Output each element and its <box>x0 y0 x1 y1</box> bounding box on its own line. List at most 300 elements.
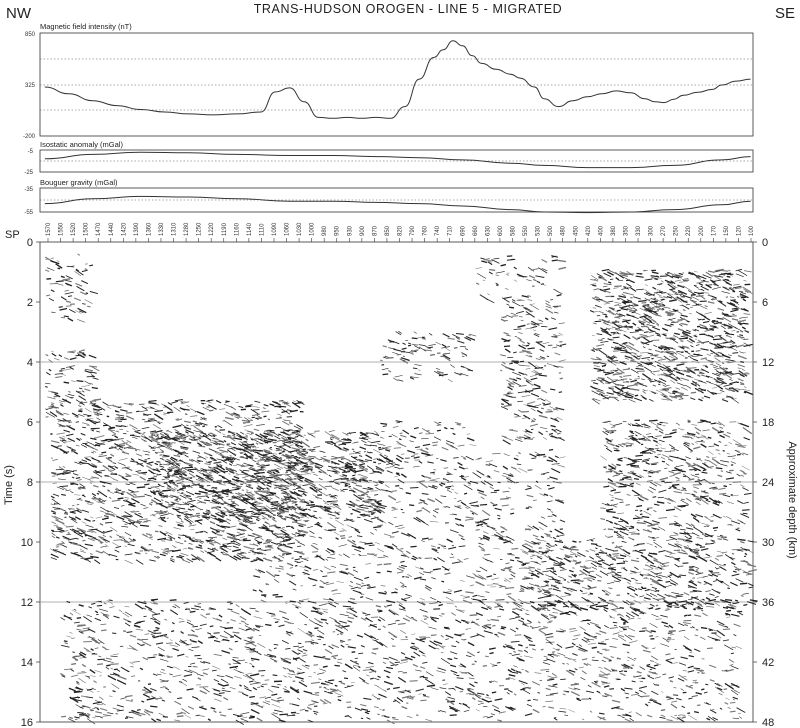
reflector-segment <box>279 406 286 407</box>
reflector-segment <box>115 489 117 490</box>
reflector-segment <box>647 508 652 509</box>
reflector-segment <box>680 305 682 306</box>
reflector-segment <box>725 600 732 601</box>
reflector-segment <box>671 322 678 323</box>
sp-tick-label: 1420 <box>121 222 128 236</box>
reflector-segment <box>208 462 211 463</box>
reflector-segment <box>672 430 676 431</box>
reflector-segment <box>241 457 244 458</box>
reflector-segment <box>655 279 658 280</box>
sp-tick-label: 1310 <box>171 222 178 236</box>
reflector-segment <box>139 404 145 405</box>
reflector-segment <box>695 384 699 385</box>
reflector-segment <box>643 470 647 471</box>
magnetic-ytick-bottom: -200 <box>22 134 35 140</box>
reflector-segment <box>53 513 56 514</box>
reflector-segment <box>264 416 267 417</box>
reflector-segment <box>649 349 652 350</box>
bouguer-ytick-bottom: -55 <box>24 210 33 216</box>
isostatic-ytick-top: -5 <box>27 149 33 155</box>
reflector-segment <box>295 504 297 505</box>
reflector-segment <box>50 283 58 284</box>
reflector-segment <box>276 448 280 449</box>
reflector-segment <box>508 384 514 385</box>
reflector-segment <box>616 330 620 331</box>
reflector-segment <box>245 406 251 407</box>
sp-tick-label: 630 <box>485 225 492 236</box>
reflector-segment <box>193 559 197 560</box>
sp-tick-label: 930 <box>347 225 354 236</box>
sp-tick-label: 850 <box>384 225 391 236</box>
reflector-segment <box>737 332 739 333</box>
isostatic-panel-title: Isostatic anomaly (mGal) <box>40 140 123 149</box>
bouguer-panel <box>24 178 753 216</box>
reflector-segment <box>713 339 722 340</box>
sp-tick-label: 150 <box>723 225 730 236</box>
reflector-segment <box>574 575 577 576</box>
reflector-segment <box>535 374 542 375</box>
reflector-segment <box>266 431 269 432</box>
reflector-segment <box>531 429 533 430</box>
sp-tick-label: 100 <box>749 225 755 236</box>
reflector-segment <box>146 534 150 535</box>
reflector-segment <box>620 502 624 503</box>
reflector-segment <box>226 401 230 402</box>
reflector-segment <box>71 451 74 452</box>
sp-tick-label: 270 <box>661 225 668 236</box>
reflector-segment <box>300 411 304 412</box>
reflector-segment <box>232 497 237 498</box>
reflector-segment <box>378 557 386 558</box>
reflector-segment <box>378 448 381 449</box>
reflector-segment <box>284 518 286 519</box>
reflector-segment <box>365 515 370 516</box>
reflector-segment <box>572 541 576 542</box>
reflector-segment <box>631 533 640 534</box>
reflector-segment <box>627 593 629 594</box>
reflector-segment <box>626 505 630 506</box>
reflector-segment <box>599 553 607 554</box>
reflector-segment <box>118 407 121 408</box>
reflector-segment <box>651 358 653 359</box>
reflector-segment <box>176 557 182 558</box>
reflector-segment <box>617 299 619 300</box>
sp-tick-label: 480 <box>560 225 567 236</box>
reflector-segment <box>51 473 56 474</box>
reflector-segment <box>150 420 155 421</box>
reflector-segment <box>629 431 633 432</box>
reflector-segment <box>681 362 688 363</box>
reflector-segment <box>631 603 633 604</box>
reflector-segment <box>690 592 697 593</box>
reflector-segment <box>197 461 200 462</box>
reflector-segment <box>739 335 743 336</box>
sp-tick-label: 980 <box>322 225 329 236</box>
reflector-segment <box>610 279 613 280</box>
sp-tick-label: 500 <box>548 225 555 236</box>
reflector-segment <box>590 593 593 594</box>
magnetic-series-line <box>45 41 751 119</box>
direction-nw: NW <box>6 5 31 22</box>
sp-tick-label: 1390 <box>133 222 140 236</box>
reflector-segment <box>698 293 704 294</box>
reflector-segment <box>192 510 194 511</box>
reflector-segment <box>656 445 658 446</box>
reflector-segment <box>668 488 671 489</box>
reflector-segment <box>744 473 747 474</box>
reflector-segment <box>651 340 659 341</box>
reflector-segment <box>150 537 153 538</box>
reflector-segment <box>549 589 552 590</box>
reflector-segment <box>200 419 205 420</box>
reflector-segment <box>739 292 743 293</box>
sp-tick-label: 950 <box>334 225 341 236</box>
reflector-segment <box>144 484 149 485</box>
reflector-segment <box>252 549 254 550</box>
reflector-segment <box>703 470 707 471</box>
reflector-segment <box>688 466 694 467</box>
reflector-segment <box>246 516 251 517</box>
reflector-segment <box>509 307 514 308</box>
reflector-segment <box>603 486 609 487</box>
reflector-segment <box>743 605 747 606</box>
reflector-segment <box>606 595 610 596</box>
reflector-segment <box>675 607 680 608</box>
reflector-segment <box>275 427 281 428</box>
sp-tick-label: 580 <box>510 225 517 236</box>
reflector-segment <box>95 445 100 446</box>
reflector-segment <box>56 547 59 548</box>
reflector-segment <box>168 470 173 471</box>
reflector-segment <box>298 402 302 403</box>
reflector-segment <box>148 403 156 404</box>
sp-tick-label: 1060 <box>284 222 291 236</box>
reflector-segment <box>58 268 61 269</box>
sp-tick-label: 1280 <box>184 222 191 236</box>
reflector-segment <box>531 421 535 422</box>
reflector-segment <box>691 295 696 296</box>
reflector-segment <box>550 300 553 301</box>
reflector-segment <box>614 450 619 451</box>
sp-tick-label: 1140 <box>246 223 253 236</box>
magnetic-frame <box>40 33 753 136</box>
reflector-segment <box>422 337 425 338</box>
sp-tick-label: 690 <box>460 225 467 236</box>
reflector-segment <box>225 402 228 403</box>
direction-se: SE <box>774 5 795 22</box>
reflector-segment <box>740 362 744 363</box>
reflector-segment <box>683 476 686 477</box>
reflector-segment <box>714 356 720 357</box>
reflector-segment <box>526 345 529 346</box>
reflector-segment <box>706 526 708 527</box>
reflector-segment <box>666 581 671 582</box>
sp-tick-label: 530 <box>535 225 542 236</box>
reflector-segment <box>669 524 678 525</box>
reflector-segment <box>571 580 580 581</box>
reflector-segment <box>612 389 614 390</box>
reflector-segment <box>78 488 86 489</box>
reflector-segment <box>693 609 696 610</box>
reflector-segment <box>148 478 154 479</box>
reflector-segment <box>366 433 372 434</box>
reflector-segment <box>733 482 741 483</box>
reflector-segment <box>716 468 723 469</box>
reflector-segment <box>179 461 183 462</box>
reflector-segment <box>137 487 145 488</box>
sp-tick-label: 1190 <box>221 223 228 236</box>
reflector-segment <box>729 388 733 389</box>
reflector-segment <box>628 368 630 369</box>
reflector-segment <box>144 460 147 461</box>
reflector-segment <box>246 511 254 512</box>
reflector-segment <box>71 543 74 544</box>
reflector-segment <box>640 514 642 515</box>
reflector-segment <box>105 476 110 477</box>
reflector-segment <box>382 365 385 366</box>
reflector-segment <box>655 429 658 430</box>
reflector-segment <box>537 342 542 343</box>
reflector-segment <box>107 416 109 417</box>
reflector-segment <box>59 307 63 308</box>
reflector-segment <box>617 563 626 564</box>
reflector-segment <box>253 410 259 411</box>
sp-tick-label: 1110 <box>259 223 266 236</box>
sp-tick-label: 550 <box>523 225 530 236</box>
reflector-segment <box>679 338 688 339</box>
reflector-segment <box>272 506 274 507</box>
reflector-segment <box>166 430 168 431</box>
reflector-segment <box>190 506 194 507</box>
reflector-segment <box>230 458 233 459</box>
reflector-segment <box>56 281 64 282</box>
sp-tick-label: 1090 <box>271 222 278 236</box>
reflector-segment <box>550 389 555 390</box>
reflector-segment <box>76 422 79 423</box>
sp-tick-label: 250 <box>673 225 680 236</box>
reflector-segment <box>681 506 686 507</box>
reflector-segment <box>144 461 147 462</box>
reflector-segment <box>461 366 464 367</box>
reflector-segment <box>164 483 168 484</box>
reflector-segment <box>635 395 638 396</box>
sp-tick-label: 760 <box>422 225 429 236</box>
magnetic-panel <box>23 22 753 140</box>
reflector-segment <box>413 368 417 369</box>
reflector-segment <box>81 350 85 351</box>
reflector-segment <box>54 509 62 510</box>
reflector-segment <box>741 297 746 298</box>
magnetic-ytick-top: 850 <box>24 32 35 38</box>
reflector-segment <box>645 363 652 364</box>
reflector-segment <box>218 494 221 495</box>
reflector-segment <box>235 489 240 490</box>
reflector-segment <box>732 353 738 354</box>
reflector-segment <box>288 438 291 439</box>
sp-tick-label: 1470 <box>96 222 103 236</box>
reflector-segment <box>215 427 217 428</box>
reflector-segment <box>97 409 102 410</box>
reflector-segment <box>522 578 530 579</box>
reflector-segment <box>608 282 611 283</box>
reflector-segment <box>350 469 356 470</box>
magnetic-ytick-mid: 325 <box>24 83 35 89</box>
sp-tick-label: 300 <box>648 225 655 236</box>
reflector-segment <box>510 513 514 514</box>
reflector-segment <box>698 479 700 480</box>
reflector-segment <box>349 486 351 487</box>
reflector-segment <box>727 524 731 525</box>
reflector-segment <box>681 352 683 353</box>
sp-tick-label: 350 <box>623 225 630 236</box>
reflector-segment <box>160 517 163 518</box>
reflector-segment <box>202 426 205 427</box>
reflector-segment <box>714 601 720 602</box>
reflector-segment <box>677 319 684 320</box>
reflector-segment <box>124 500 128 501</box>
reflector-segment <box>72 505 74 506</box>
reflector-segment <box>733 291 735 292</box>
reflector-segment <box>200 532 203 533</box>
reflector-segment <box>681 490 685 491</box>
reflector-segment <box>90 403 97 404</box>
reflector-segment <box>626 382 629 383</box>
sp-tick-label: 1440 <box>108 222 115 236</box>
reflector-segment <box>240 437 248 438</box>
sp-tick-label: 790 <box>410 225 417 236</box>
reflector-segment <box>715 328 718 329</box>
reflector-segment <box>170 539 172 540</box>
reflector-segment <box>687 321 690 322</box>
reflector-segment <box>718 539 722 540</box>
reflector-segment <box>696 296 704 297</box>
magnetic-panel-title: Magnetic field intensity (nT) <box>40 22 132 31</box>
reflector-segment <box>160 464 162 465</box>
reflector-segment <box>703 280 705 281</box>
reflector-segment <box>732 553 734 554</box>
reflector-segment <box>722 363 724 364</box>
reflector-segment <box>700 547 705 548</box>
reflector-segment <box>408 345 411 346</box>
sp-tick-label: 1160 <box>234 223 241 236</box>
reflector-segment <box>639 550 646 551</box>
sp-tick-label: 1550 <box>58 222 65 236</box>
reflector-segment <box>197 496 205 497</box>
reflector-segment <box>262 518 265 519</box>
page-title: TRANS-HUDSON OROGEN - LINE 5 - MIGRATED <box>253 2 563 16</box>
reflector-segment <box>559 373 561 374</box>
reflector-segment <box>195 493 201 494</box>
sp-tick-label: 710 <box>447 225 454 236</box>
sp-tick-label: 1220 <box>209 222 216 236</box>
reflector-segment <box>649 308 653 309</box>
reflector-segment <box>649 449 654 450</box>
reflector-segment <box>136 411 139 412</box>
reflector-segment <box>727 276 731 277</box>
reflector-segment <box>591 544 597 545</box>
reflector-segment <box>637 371 645 372</box>
sp-tick-label: 600 <box>497 225 504 236</box>
reflector-segment <box>195 425 200 426</box>
reflector-segment <box>621 568 625 569</box>
reflector-segment <box>662 461 665 462</box>
reflector-segment <box>645 499 647 500</box>
bouguer-panel-title: Bouguer gravity (mGal) <box>40 178 118 187</box>
reflector-segment <box>727 588 729 589</box>
reflector-segment <box>559 392 562 393</box>
sp-tick-label: 420 <box>585 225 592 236</box>
reflector-segment <box>674 368 678 369</box>
sp-tick-label: 1520 <box>71 222 78 236</box>
sp-tick-label: 1360 <box>146 222 153 236</box>
reflector-segment <box>354 442 359 443</box>
reflector-segment <box>51 530 54 531</box>
reflector-segment <box>279 453 282 454</box>
sp-tick-label: 1250 <box>196 222 203 236</box>
isostatic-panel <box>24 140 753 176</box>
reflector-segment <box>101 452 106 453</box>
reflector-segment <box>528 348 535 349</box>
reflector-segment <box>726 397 732 398</box>
reflector-segment <box>64 514 68 515</box>
reflector-segment <box>177 483 182 484</box>
reflector-segment <box>710 329 714 330</box>
reflector-segment <box>167 412 173 413</box>
reflector-segment <box>250 487 252 488</box>
bouguer-ytick-top: -35 <box>24 187 33 193</box>
reflector-segment <box>185 467 194 468</box>
reflector-segment <box>610 564 614 565</box>
reflector-segment <box>723 451 725 452</box>
reflector-segment <box>149 401 157 402</box>
reflector-segment <box>679 399 683 400</box>
sp-tick-labels <box>46 222 755 242</box>
sp-tick-label: 1570 <box>46 222 52 236</box>
sp-tick-label: 220 <box>686 225 693 236</box>
reflector-segment <box>735 600 738 601</box>
reflector-segment <box>68 296 72 297</box>
reflector-segment <box>269 516 272 517</box>
reflector-segment <box>82 427 86 428</box>
reflector-segment <box>231 541 235 542</box>
reflector-segment <box>412 338 418 339</box>
reflector-segment <box>702 480 705 481</box>
reflector-segment <box>157 434 159 435</box>
seismic-section <box>40 242 758 725</box>
reflector-segment <box>85 269 87 270</box>
reflector-segment <box>727 362 734 363</box>
reflector-segment <box>613 334 615 335</box>
reflector-segment <box>140 525 149 526</box>
reflector-segment <box>724 486 728 487</box>
reflector-segment <box>731 495 733 496</box>
reflector-segment <box>210 458 213 459</box>
reflector-segment <box>175 437 178 438</box>
reflector-segment <box>139 496 145 497</box>
sp-tick-label: 450 <box>573 225 580 236</box>
reflector-segment <box>92 430 94 431</box>
reflector-segment <box>691 392 696 393</box>
reflector-segment <box>224 512 228 513</box>
sp-tick-label: 1330 <box>158 222 165 236</box>
reflector-segment <box>635 455 643 456</box>
reflector-segment <box>191 514 193 515</box>
reflector-segment <box>133 497 140 498</box>
reflector-segment <box>61 368 65 369</box>
reflector-segment <box>675 550 681 551</box>
reflector-segment <box>672 393 675 394</box>
reflector-segment <box>683 443 685 444</box>
